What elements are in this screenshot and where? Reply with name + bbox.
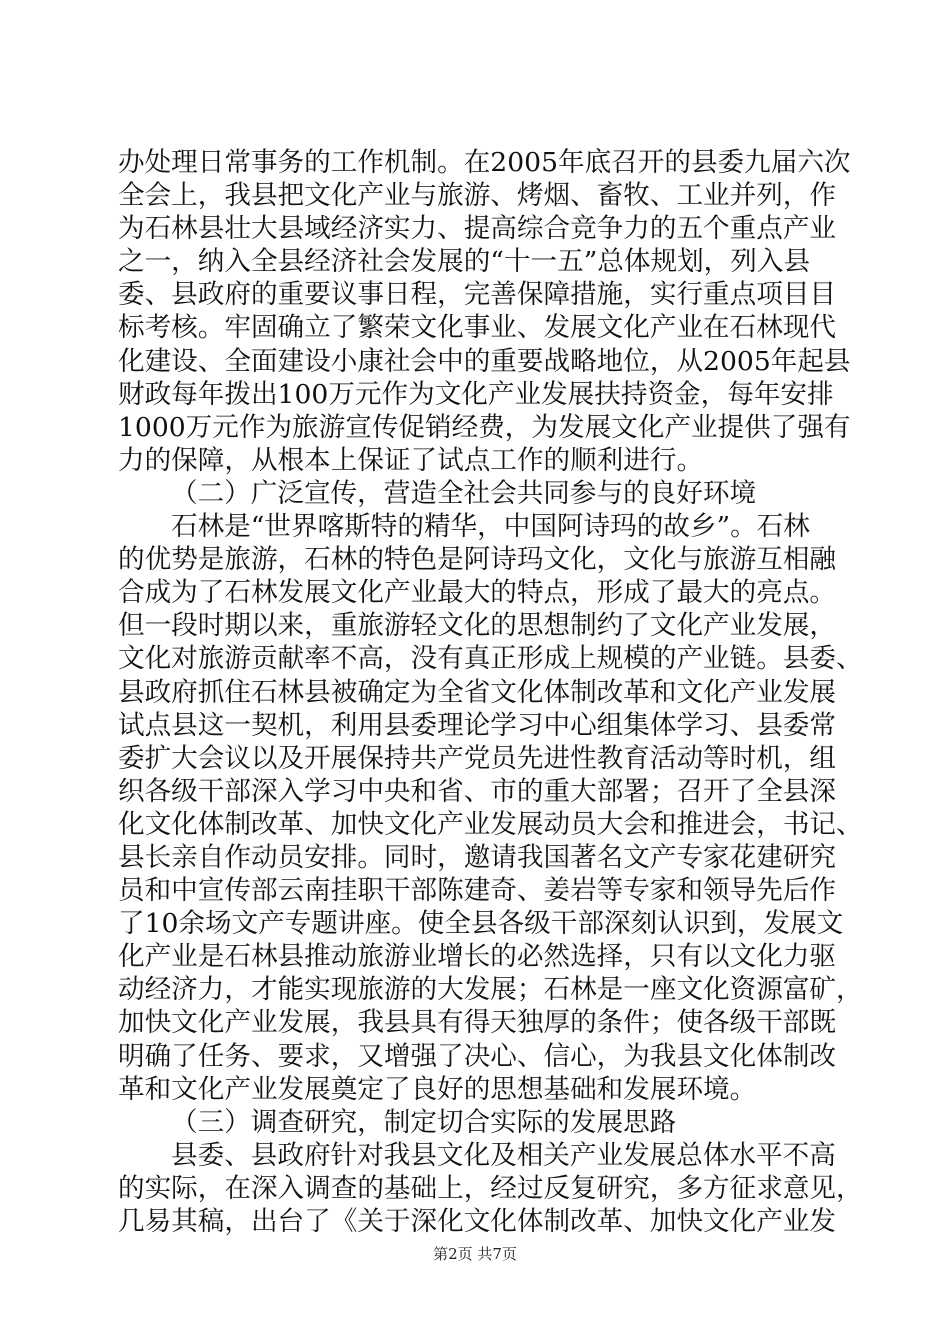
paragraph-line: 标考核。牢固确立了繁荣文化事业、发展文化产业在石林现代: [118, 312, 837, 344]
paragraph-line: 明确了任务、要求，又增强了决心、信心，为我县文化体制改: [118, 1040, 837, 1072]
paragraph-line-indented: （二）广泛宣传，营造全社会共同参与的良好环境: [171, 477, 757, 509]
paragraph-line: 几易其稿，出台了《关于深化文化体制改革、加快文化产业发: [118, 1206, 837, 1237]
paragraph-line: 试点县这一契机，利用县委理论学习中心组集体学习、县委常: [118, 709, 837, 741]
paragraph-line: 财政每年拨出100万元作为文化产业发展扶持资金，每年安排: [118, 378, 834, 410]
paragraph-line: 办处理日常事务的工作机制。在2005年底召开的县委九届六次: [118, 147, 851, 178]
paragraph-line: 的优势是旅游，石林的特色是阿诗玛文化，文化与旅游互相融: [118, 544, 837, 576]
paragraph-line: 委、县政府的重要议事日程，完善保障措施，实行重点项目目: [118, 279, 837, 311]
paragraph-line: 1000万元作为旅游宣传促销经费，为发展文化产业提供了强有: [118, 411, 851, 443]
paragraph-line: 动经济力，才能实现旅游的大发展；石林是一座文化资源富矿，: [118, 974, 863, 1006]
paragraph-line: 织各级干部深入学习中央和省、市的重大部署；召开了全县深: [118, 775, 837, 807]
paragraph-line: 了10余场文产专题讲座。使全县各级干部深刻认识到，发展文: [118, 908, 844, 940]
paragraph-line: 化产业是石林县推动旅游业增长的必然选择，只有以文化力驱: [118, 941, 837, 973]
paragraph-line: 力的保障，从根本上保证了试点工作的顺利进行。: [118, 444, 704, 476]
paragraph-line: 之一，纳入全县经济社会发展的“十一五”总体规划，列入县: [118, 246, 811, 278]
paragraph-line: 加快文化产业发展，我县具有得天独厚的条件；使各级干部既: [118, 1007, 837, 1039]
paragraph-line: 但一段时期以来，重旅游轻文化的思想制约了文化产业发展，: [118, 610, 837, 642]
paragraph-line: 的实际，在深入调查的基础上，经过反复研究，多方征求意见，: [118, 1172, 863, 1204]
paragraph-line-indented: 石林是“世界喀斯特的精华，中国阿诗玛的故乡”。石林: [171, 511, 810, 543]
paragraph-line-indented: 县委、县政府针对我县文化及相关产业发展总体水平不高: [171, 1139, 836, 1171]
paragraph-line: 化文化体制改革、加快文化产业发展动员大会和推进会，书记、: [118, 808, 863, 840]
paragraph-line: 员和中宣传部云南挂职干部陈建奇、姜岩等专家和领导先后作: [118, 875, 837, 907]
page-footer: 第2页 共7页: [433, 1245, 517, 1263]
paragraph-line: 化建设、全面建设小康社会中的重要战略地位，从2005年起县: [118, 345, 851, 377]
document-body: [118, 146, 863, 1238]
paragraph-line: 县政府抓住石林县被确定为全省文化体制改革和文化产业发展: [118, 676, 837, 708]
paragraph-line: 委扩大会议以及开展保持共产党员先进性教育活动等时机，组: [118, 742, 837, 774]
paragraph-line: 文化对旅游贡献率不高，没有真正形成上规模的产业链。县委、: [118, 643, 863, 675]
paragraph-line: 革和文化产业发展奠定了良好的思想基础和发展环境。: [118, 1073, 757, 1105]
paragraph-line-indented: （三）调查研究，制定切合实际的发展思路: [171, 1106, 677, 1138]
paragraph-line: 县长亲自作动员安排。同时，邀请我国著名文产专家花建研究: [118, 841, 837, 873]
paragraph-line: 全会上，我县把文化产业与旅游、烤烟、畜牧、工业并列，作: [118, 180, 837, 212]
paragraph-line: 合成为了石林发展文化产业最大的特点，形成了最大的亮点。: [118, 577, 837, 609]
paragraph-line: 为石林县壮大县域经济实力、提高综合竞争力的五个重点产业: [118, 213, 837, 245]
